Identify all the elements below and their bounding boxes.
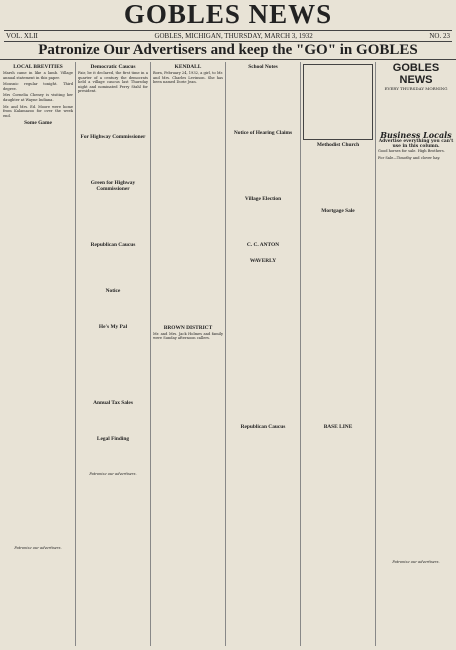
base-line-heading: BASE LINE: [323, 424, 353, 430]
column-divider: [75, 62, 76, 646]
republican-caucus-heading: Republican Caucus: [240, 424, 286, 430]
spacer: [378, 91, 454, 131]
column-6: [378, 62, 454, 646]
banner-headline: Patronize Our Advertisers and keep the "GO" in GOBLES: [0, 42, 456, 60]
legal-finding-heading: Legal Finding: [96, 435, 130, 442]
column-footer: Patronize our advertisers.: [89, 471, 137, 476]
volume-label: VOL. XLII: [6, 32, 38, 40]
article-text: Mr. and Mrs. Jack Holmes and family were Sunday afternoon callers.: [153, 331, 223, 341]
column-5: [303, 62, 373, 646]
column-divider: [300, 62, 301, 646]
brevity-text: Mousnic regular tonight. Third degree.: [3, 82, 73, 91]
column-3: [153, 62, 223, 646]
article-text: Born, February 24, 1932, a girl, to Mr. and Mrs. Charles Levinson. She has been named Dorie Jean.: [153, 71, 223, 85]
brevity-text: Mrs Cornelia Cheney is visiting her daughter at Wayne Indiana.: [3, 93, 73, 102]
dateline: [4, 30, 452, 42]
column-divider: [150, 62, 151, 646]
column-divider: [375, 62, 376, 646]
mortgage-sale-heading: Mortgage Sale: [321, 208, 355, 214]
democratic-caucus-heading: Democratic Caucus: [90, 64, 136, 70]
classified-ad: Good horses for sale. High Brothers.: [378, 149, 445, 154]
business-locals-heading: Business Locals: [380, 130, 452, 140]
waverly-heading: WAVERLY: [249, 258, 277, 264]
masthead-title: GOBLES NEWS: [123, 0, 333, 29]
my-pal-heading: He's My Pal: [98, 323, 128, 330]
business-locals-subheading: Advertise everything you can't use in this column.: [378, 139, 454, 149]
hearing-claims-heading: Notice of Hearing Claims: [233, 130, 293, 136]
article-text: Fair, be it declared, the first time in a quarter of a century the democrats held a village caucus last Thursday night and nominated Perry Stahl for president.: [78, 71, 148, 94]
school-notes-heading: School Notes: [248, 64, 278, 70]
anton-heading: C. C. ANTON: [246, 242, 280, 248]
some-game-heading: Some Game: [24, 120, 52, 127]
column-divider: [225, 62, 226, 646]
column-2: [78, 62, 148, 646]
brevity-text: Mr. and Mrs. Ed. Moore were home from Kalamazoo for over the week end.: [3, 104, 73, 118]
column-1: [3, 62, 73, 646]
issue-number: NO. 23: [429, 32, 450, 40]
publication-schedule: EVERY THURSDAY MORNING: [384, 86, 448, 91]
date-label: GOBLES, MICHIGAN, THURSDAY, MARCH 3, 1932: [154, 32, 313, 40]
tax-sales-heading: Annual Tax Sales: [93, 399, 133, 406]
republican-caucus-heading: Republican Caucus: [90, 241, 136, 248]
methodist-church-heading: Methodist Church: [316, 142, 360, 148]
brown-district-heading: BROWN DISTRICT: [163, 324, 213, 331]
column-footer: Patronize our advertisers.: [392, 560, 440, 565]
kendall-heading: KENDALL: [174, 64, 202, 70]
classified-ad: For Sale—Timothy and clover hay.: [378, 155, 441, 160]
column-footer: Patronize our advertisers.: [14, 546, 62, 551]
green-highway-heading: Green for Highway Commissioner: [90, 179, 136, 192]
local-brevities-heading: LOCAL BREVITIES: [13, 64, 63, 70]
highway-commissioner-heading: For Highway Commissioner: [80, 133, 146, 140]
brevity-text: Marsh came in like a lamb. Village annual statement in this paper.: [3, 71, 73, 80]
column-4: [228, 62, 298, 646]
gobles-news-box-title: GOBLES NEWS: [392, 62, 440, 86]
notice-heading: Notice: [105, 287, 121, 294]
village-election-heading: Village Election: [244, 196, 282, 202]
advertisement: [303, 64, 373, 140]
